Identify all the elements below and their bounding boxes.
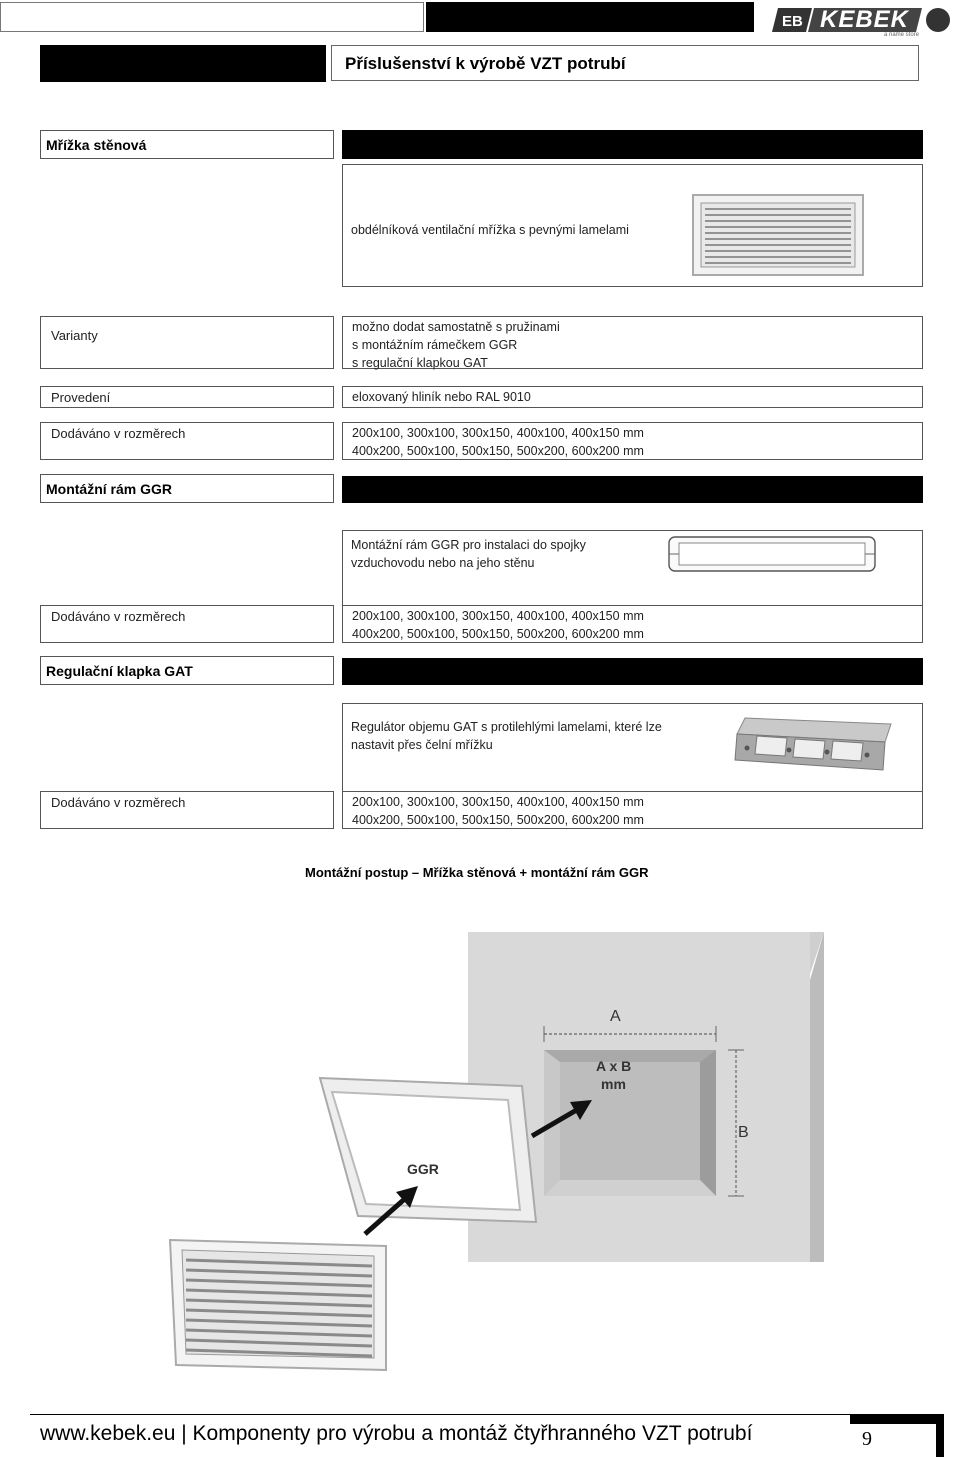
grille-sizes-label: Dodáváno v rozměrech [40, 422, 334, 460]
assembly-diagram [160, 910, 840, 1380]
damper-image [727, 712, 897, 776]
frame-description: Montážní rám GGR pro instalaci do spojky vzduchovodu nebo na jeho stěnu [351, 538, 586, 570]
page-title-box [331, 45, 919, 81]
dimension-b-label: B [738, 1124, 749, 1141]
damper-description: Regulátor objemu GAT s protilehlými lamelami, které lze nastavit přes čelní mřížku [351, 720, 662, 752]
grille-variants-label: Varianty [40, 316, 334, 369]
grille-variants-value: možno dodat samostatně s pružinami s montážním rámečkem GGR s regulační klapkou GAT [342, 316, 923, 369]
wall-side-face [810, 932, 824, 1262]
frame-sizes-label: Dodáváno v rozměrech [40, 605, 334, 643]
grille-image [691, 193, 867, 279]
frame-image [665, 533, 879, 575]
damper-sizes-value: 200x100, 300x100, 300x150, 400x100, 400x150 mm 400x200, 500x100, 500x150, 500x200, 600x200 mm [342, 791, 923, 829]
grille-sizes-value: 200x100, 300x100, 300x150, 400x100, 400x150 mm 400x200, 500x100, 500x150, 500x200, 600x200 mm [342, 422, 923, 460]
logo-tagline: a name store [884, 32, 920, 38]
grille-section-title: Mřížka stěnová [40, 130, 334, 159]
grille-finish-label: Provedení [40, 386, 334, 408]
grille-description: obdélníková ventilační mřížka s pevnými lamelami [351, 223, 629, 237]
grille-title-bar [342, 130, 923, 159]
damper-section-title: Regulační klapka GAT [40, 656, 334, 685]
dimension-a-label: A [610, 1008, 621, 1025]
damper-title-bar [342, 658, 923, 685]
frame-title-bar [342, 476, 923, 503]
logo-text: KEBEK [820, 6, 910, 33]
footer-text: www.kebek.eu | Komponenty pro výrobu a montáž čtyřhranného VZT potrubí [40, 1422, 753, 1445]
grille-description-box [342, 164, 923, 287]
frame-sizes-value: 200x100, 300x100, 300x150, 400x100, 400x150 mm 400x200, 500x100, 500x150, 500x200, 600x200 mm [342, 605, 923, 643]
dimension-axb-label: A x B [596, 1058, 632, 1074]
page-number-box [850, 1414, 944, 1457]
damper-description-box [342, 703, 923, 791]
dimension-mm-label: mm [601, 1076, 626, 1092]
footer-rule [30, 1414, 850, 1415]
assembly-title: Montážní postup – Mřížka stěnová + montážní rám GGR [305, 865, 649, 880]
frame-section-title: Montážní rám GGR [40, 474, 334, 503]
damper-sizes-label: Dodáváno v rozměrech [40, 791, 334, 829]
grille-panel [170, 1240, 386, 1370]
ggr-label: GGR [407, 1161, 439, 1177]
page-number: 9 [862, 1428, 872, 1450]
ggr-frame [320, 1078, 536, 1222]
title-black-block [40, 45, 326, 82]
frame-description-box [342, 530, 923, 605]
page-title: Příslušenství k výrobě VZT potrubí [345, 54, 626, 73]
kebek-logo [772, 4, 958, 40]
header-white-bar [0, 2, 424, 32]
header-black-bar [426, 2, 754, 32]
svg-text:EB: EB [782, 13, 803, 30]
grille-finish-value: eloxovaný hliník nebo RAL 9010 [342, 386, 923, 408]
